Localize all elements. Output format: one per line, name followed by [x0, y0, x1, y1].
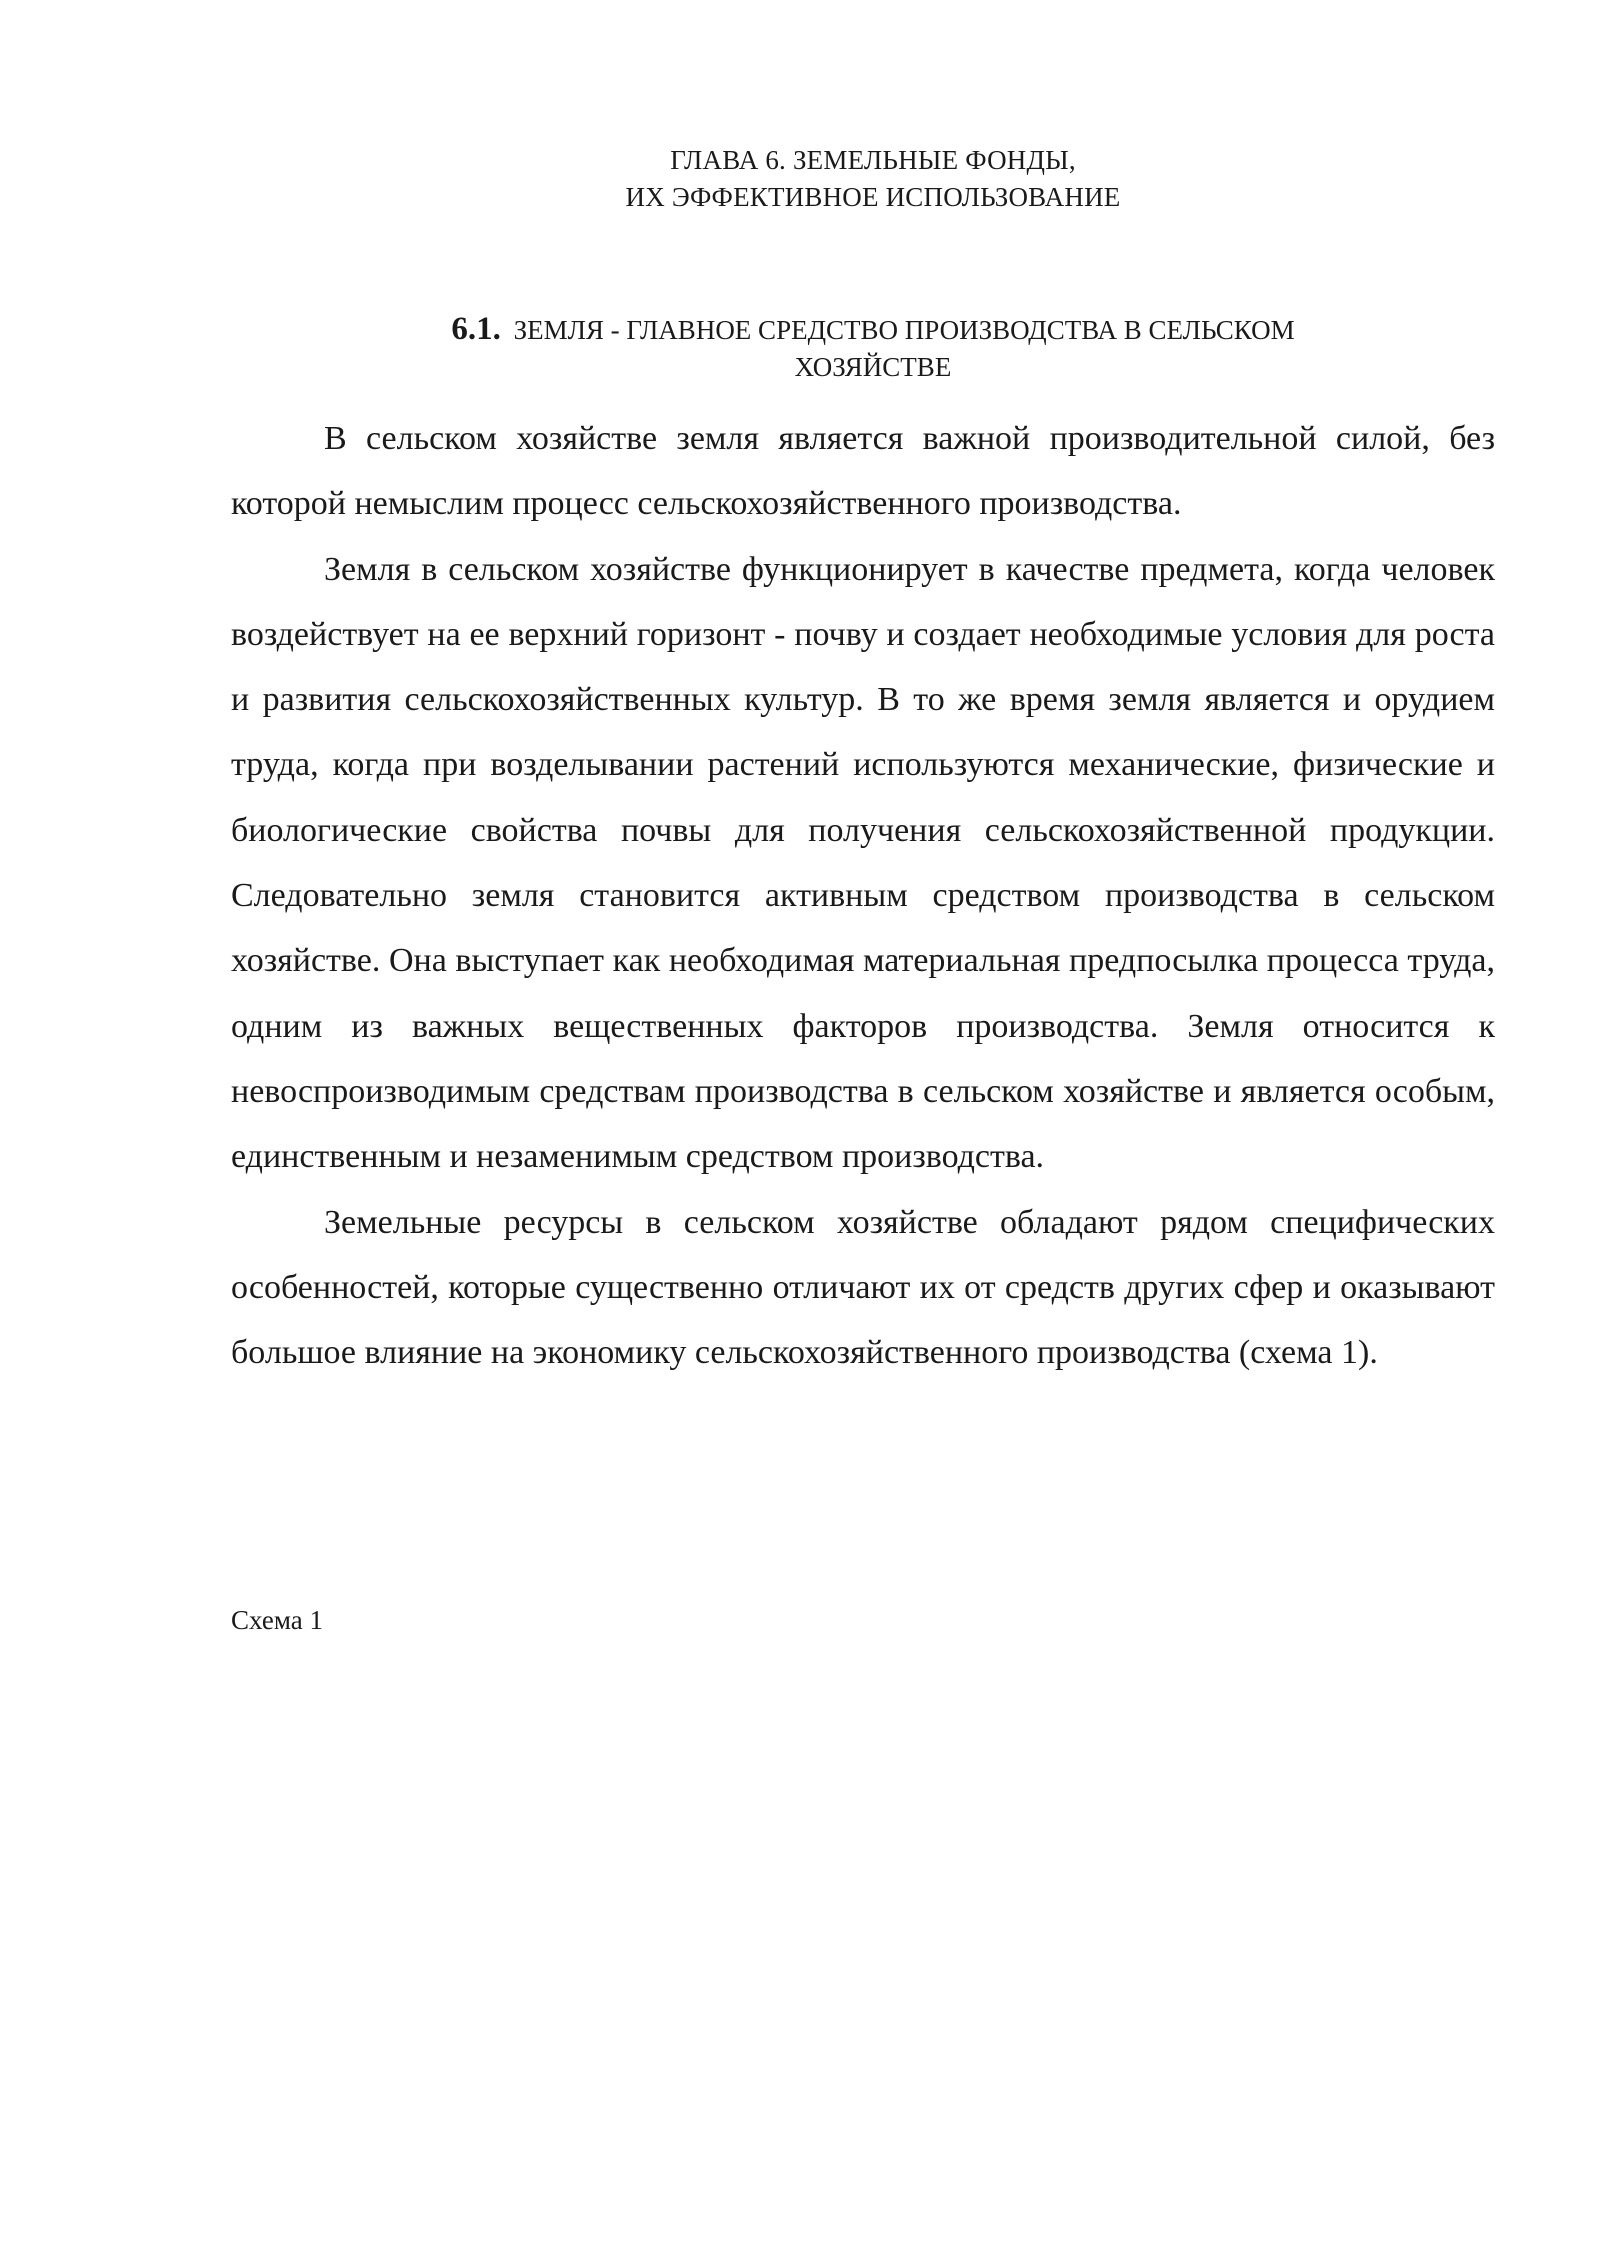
section-title-line-2: ХОЗЯЙСТВЕ	[794, 352, 952, 382]
chapter-title-line-1: ГЛАВА 6. ЗЕМЕЛЬНЫЕ ФОНДЫ,	[670, 145, 1076, 175]
paragraph: Земельные ресурсы в сельском хозяйстве обладают рядом специфических особенностей, которые существенно отличают их от средств других сфер и оказывают большое влияние на экономику сельскохозяйственного производства (схема 1).	[231, 1203, 1495, 1372]
chapter-title-line-2: ИХ ЭФФЕКТИВНОЕ ИСПОЛЬЗОВАНИЕ	[625, 182, 1121, 212]
chapter-title	[0, 142, 1600, 216]
section-heading-line-1	[0, 311, 1600, 349]
scheme-caption: Схема 1	[231, 1605, 323, 1635]
paragraph: В сельском хозяйстве земля является важной производительной силой, без которой немыслим процесс сельскохозяйственного производства.	[231, 420, 1495, 523]
paragraph: Земля в сельском хозяйстве функционирует в качестве предмета, когда человек воздействует на ее верхний горизонт - почву и создает необходимые условия для роста и развития сельскохозяйственных культур. В то же время земля является и орудием труда, когда при возделывании растений используются механические, физические и биологические свойства почвы для получения сельскохозяйственной продукции. Следовательно земля становится активным средством производства в сельском хозяйстве. Она выступает как необходимая материальная предпосылка процесса труда, одним из важных вещественных факторов производства. Земля относится к невоспроизводимым средствам производства в сельском хозяйстве и является особым, единственным и незаменимым средством производства.	[231, 550, 1495, 1176]
body-text	[231, 406, 1495, 1385]
section-title-line-1: ЗЕМЛЯ - ГЛАВНОЕ СРЕДСТВО ПРОИЗВОДСТВА В СЕЛЬСКОМ	[513, 315, 1295, 345]
section-heading	[0, 311, 1600, 386]
section-number: 6.1.	[451, 311, 501, 347]
